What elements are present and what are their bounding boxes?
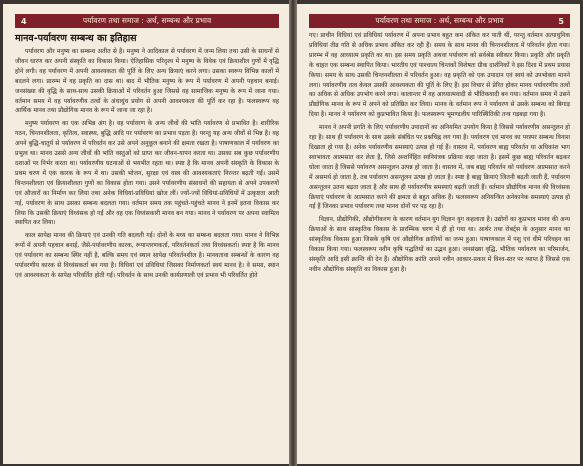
running-head-title-left: पर्यावरण तथा समाज : अर्थ, सम्बन्ध और प्रभाव <box>82 16 212 25</box>
paragraph: गए। प्राचीन विधियां एवं प्रविधियां पर्यावरण में अपना प्रभाव बहुत कम अंकित कर पाती थीं, परन्तु वर्तमान अत्याधुनिक प्रविधियां तीव्र गति से अधिक प्रभाव अंकित कर रही हैं। समय के साथ मानव की चिन्तनशीलता में परिवर्तन होता गया। प्रारम्भ में वह आध्यात्म प्रकृति का था। इस समय प्रकृति अथवा पर्यावरण को सर्वश्रेष्ठ स्वीकार किया। प्रकृति और प्रकृति के चाहत एक सम्बन्ध स्थापित किया। भारतीय एवं पाश्चात्य चिन्तकों विशेषतः ग्रीक दार्शनिकों ने इस दिशा में प्रथम प्रयास किया। समय के साथ उसकी चिन्तनशीलता में परिवर्तन हुआ। वह प्रकृति को एक उपादान एवं स्वयं को उपभोक्ता मानने लगा। पर्यावरणीय तत्व केवल उसकी आवश्यकता की पूर्ति के लिए हैं। इस विचार से प्रेरित होकर मानव पर्यावरणीय तत्वों का अधिक से अधिक उपभोग करने लगा। कालान्तर में वह आध्यात्मवादी से भौतिकवादी बन गया। वर्तमान समय में उसने प्रौद्योगिक मानव के रूप में अपने को प्रतिष्ठित कर लिया। मानव के वर्तमान रूप ने पर्यावरण से उसके सम्बन्ध को बिगाड़ दिया है। मानव ने पर्यावरण को कुप्रभावित किया है। फलस्वरूप भूमण्डलीय पारिस्थितिकी तन्त्र गड़बड़ा गया है। <box>309 32 570 119</box>
running-header-right <box>309 14 570 28</box>
section-title: मानव-पर्यावरण सम्बन्ध का इतिहास <box>15 33 137 44</box>
paragraph: विज्ञान, प्रौद्योगिकी, औद्योगीकरण के कारण वर्तमान युग विज्ञान युग कहलाता है। उद्योगों का कुप्रभाव मानव की अन्य क्रियाओं के साथ सांस्कृतिक विकास के प्रारम्भिक चरण में ही हो गया था। आर्थर तथा रोबर्ट्स के अनुसार मानव का सांस्कृतिक विकास हुआ जिसके कृषि एवं औद्योगिक क्रांतियों का जन्म हुआ। पाषाणकाल में पशु एवं धीमे परिवहन का विकास किया गया। फलस्वरूप नवीन कृषि पद्धतियों का उद्भव हुआ। जनसंख्या वृद्धि, भौतिक पर्यावरण का परिमार्जन, संस्कृति आदि इसी क्रान्ति की देन हैं। औद्योगिक क्रांति अपने नवीन आकार-प्रकार में विश्व-स्तर पर व्याप्त है जिससे एक नवीन औद्योगिक संस्कृति का विकास हुआ है। <box>309 216 570 273</box>
book-gutter <box>289 0 297 466</box>
running-head-title-right: पर्यावरण तथा समाज : अर्थ, सम्बन्ध और प्रभाव <box>375 16 504 25</box>
page-number-right: 5 <box>558 16 564 26</box>
paragraph: मानव ने अपनी प्रगति के लिए पर्यावरणीय उपादानों का अनियमित उपयोग किया है जिससे पर्यावरणीय असन्तुलन हो रहा है। साथ ही पर्यावरण के साथ उसके संबंधित पर प्रश्नचिह्न लग गया है। पर्यावरण एवं मानव का परस्पर सम्बन्ध विनाश दिखाता हो गया है। अनेक पर्यावरणीय समस्याएं उत्पन्न हो गई हैं। वास्तव में, पर्यावरण बाह्य परिवर्तन या अधिकांश भाग स्वाभावतः आत्मसात कर लेता है, जिसे अन्तर्निहित स्वनियंत्रक प्रक्रिया कहा जाता है। इसमें कुछ बाह्य परिवर्तन बढ़कर घोला जाता है जिससे पर्यावरण असन्तुलन उत्पन्न हो जाता है। वास्तव में, जब बाह्य परिवर्तन को पर्यावरण आत्मसात करने में असमर्थ हो जाता है, तब पर्यावरण असन्तुलन उत्पन्न हो जाता है। स्पष्ट है बाह्य क्रियाएं जितनी बढ़ती जाती हैं, पर्यावरण असन्तुलन उतना बढ़ता जाता है और साथ ही पर्यावरणीय समस्याएं बढ़ती जाती हैं। वर्तमान प्रौद्योगिक मानव की विध्वंसक क्रियाएं पर्यावरण के आत्मसात करने की क्षमता से बहुत अधिक हैं। फलस्वरूप अनियन्त्रित अनेकानेक समस्याएं उत्पन्न हो गई हैं जिनका प्रभाव पर्यावरण तथा मानव दोनों पर पड़ रहा है। <box>309 124 570 211</box>
paragraph: मनुष्य पर्यावरण का एक अभिन्न अंग है। वह पर्यावरण के अन्य जीवों की भांति पर्यावरण से प्रभावित है। शारीरिक गठन, चिन्तनशीलता, कृतित्व, स्वास्थ्य, बुद्धि आदि पर पर्यावरण का प्रभाव पड़ता है। परन्तु यह अन्य जीवों से भिन्न है। वह अपने बुद्धि-चातुर्य से पर्यावरण में परिवर्तन कर उसे अपने अनुकूल बनाने की क्षमता रखता है। पाषाणकाल में पर्यावरण का प्रभुत्व था। मानव उससे अन्य जीवों की भांति वस्तुओं को प्राप्त कर जीवन-यापन करता था। उसका सब कुछ पर्यावरणीय दशाओं पर निर्भर करता था। पर्यावरणीय घटनाओं से भयभीत रहता था। स्पष्ट है कि मानव अपनी संस्कृति के विकास के प्रथम चरण में एक कारक के रूप में था। उसकी भोजन, सुरक्षा एवं वस्त्र की आवश्यकताएं निरन्तर बढ़ती गईं। उसमें चिन्तनशीलता एवं क्रियाशीलता गुणों का विकास होता गया। उसने पर्यावरणीय संसाधनों की सहायता से अपने उपकरणों एवं औजारों का निर्माण कर लिया तथा अनेक विधियां-प्रविधियां खोज लीं। ज्यों-ज्यों विधियां-प्रविधियों में उत्कृष्टता आती गई, पर्यावरण के साथ उसका सम्बन्ध बदलता गया। वर्तमान समय तक पहुंचते-पहुंचते मानव ने इनमें इतना विकास कर लिया कि उसकी क्रियाएं विध्वंसक हो गईं और वह एक विध्वंसकारी मानव बन गया। मानव ने पर्यावरण पर अपना स्वामित्व स्थापित कर लिया। <box>15 120 279 227</box>
right-page <box>297 4 580 464</box>
paragraph: पर्यावरण और मनुष्य का सम्बन्ध अतीत से है। मनुष्य ने आदिकाल से पर्यावरण में जन्म लिया तथा उसी के साधनों से जीवन धारण कर अपनी संस्कृति का विकास किया। ऐतिहासिक परिदृश्य में मनुष्य के विवेक एवं क्रियाशील गुणों में वृद्धि होने लगी। वह पर्यावरण में अपनी आवश्यकता की पूर्ति के लिए अन्य क्रियाएं करने लगा। उसका स्वरूप विभिन्न कालों में बदलने लगा। प्रारम्भ में वह प्रकृति का दास था। बाद में भौतिक मनुष्य के रूप में पर्यावरण में अपनी पहचान बनाई। जनसंख्या की वृद्धि के साथ-साथ उसकी क्रियाओं में परिवर्तन हुआ जिससे वह सामाजिक मनुष्य के रूप में जाना गया। वर्तमान समय में वह पर्यावरणीय तत्वों के अंधाधुंध प्रयोग से अपनी आवश्यकता की पूर्ति कर रहा है। फलस्वरूप वह आर्थिक मानव तथा प्रौद्योगिक मानव के रूप में जाना जा रहा है। <box>15 48 279 115</box>
running-header-left <box>15 14 279 28</box>
paragraph: काल सापेक्ष मानव की क्रियाएं एवं उनकी गति बदलती गई। दोनों के मध्य का सम्बन्ध बदलता गया। मानव ने विभिन्न रूपों में अपनी पहचान बनाई, जैसे-पर्यावरणीय कारक, रूपान्तरणकर्ता, परिवर्तनकर्ता तथा विध्वंसकर्ता। स्पष्ट है कि मानव एवं पर्यावरण का सम्बन्ध स्थिर नहीं है, बल्कि समय एवं स्थान सापेक्ष परिवर्तनशील है। मानवतावा सम्बन्धों के कारण वह पर्यावरणीय कारक से विध्वंसकर्ता बन गया है। विधियां एवं प्रविधियां जिसका निर्माणकर्ता स्वयं मानव है। वे समय, स्थान एवं आवश्यकता के सापेक्ष परिवर्तित होती गईं। परिवर्तन के साथ उनकी कार्यप्रणाली एवं प्रभाव भी परिवर्तित होते <box>15 232 279 279</box>
left-page <box>3 4 289 464</box>
page-number-left: 4 <box>21 16 27 26</box>
